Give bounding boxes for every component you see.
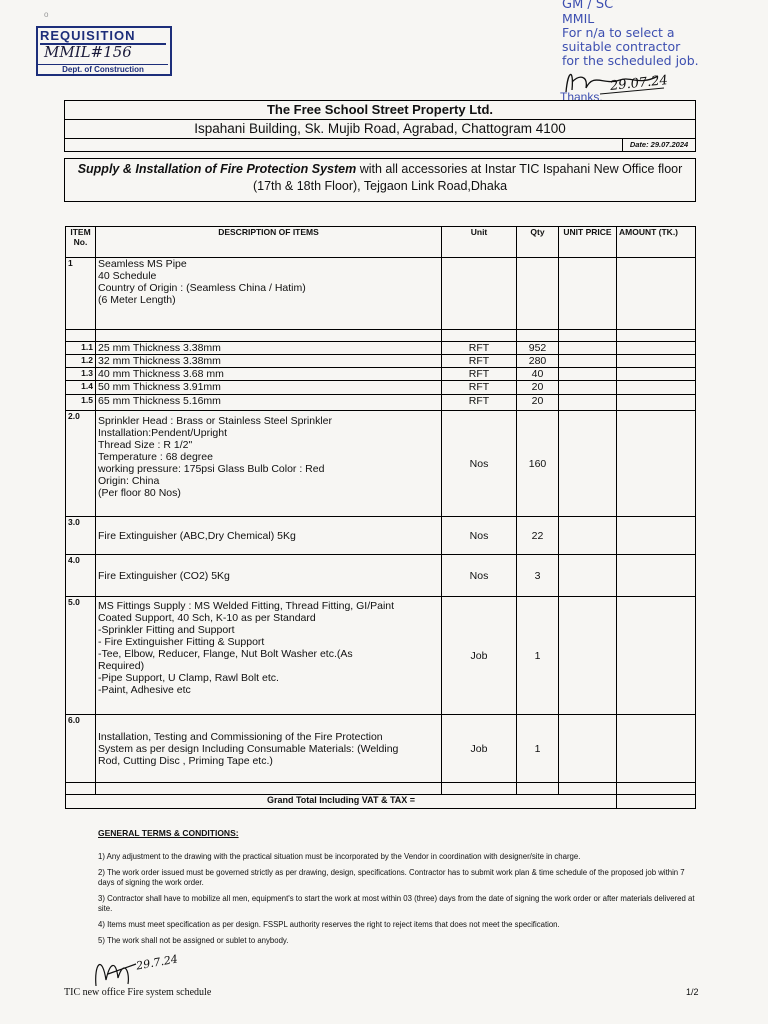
- table-row: [66, 258, 696, 330]
- item-qty: 1: [517, 715, 559, 783]
- item-qty: 40: [517, 368, 559, 381]
- company-header: [64, 100, 696, 152]
- term-item: 3) Contractor shall have to mobilize all men, equipment's to start the work at most within 03 (three) days from the date of signing the work order or after materials delivered at site.: [98, 894, 695, 913]
- item-no: 5.0: [66, 597, 96, 715]
- note-line-4: suitable contractor: [562, 39, 681, 54]
- desc-line: Sprinkler Head : Brass or Stainless Steel Sprinkler: [98, 415, 333, 427]
- desc-line: -Pipe Support, U Clamp, Rawl Bolt etc.: [98, 672, 279, 684]
- table-row: [66, 555, 696, 597]
- page-number: 1/2: [686, 987, 699, 997]
- note-line-1: GM / SC: [562, 0, 614, 12]
- item-description: Fire Extinguisher (ABC,Dry Chemical) 5Kg: [96, 517, 442, 555]
- item-qty: 1: [517, 597, 559, 715]
- item-unit: Job: [442, 597, 517, 715]
- desc-line: working pressure: 175psi Glass Bulb Color : Red: [98, 463, 325, 475]
- item-unit: Nos: [442, 555, 517, 597]
- table-header-row: [66, 227, 696, 258]
- item-no: 4.0: [66, 555, 96, 597]
- item-unit: RFT: [442, 355, 517, 368]
- term-item: 5) The work shall not be assigned or sublet to anybody.: [98, 936, 289, 945]
- item-qty: 20: [517, 381, 559, 395]
- note-line-5: for the scheduled job.: [562, 53, 699, 68]
- desc-line: Temperature : 68 degree: [98, 451, 213, 463]
- stamp-dept: Dept. of Construction: [38, 64, 168, 74]
- item-unit: Nos: [442, 517, 517, 555]
- item-no: 6.0: [66, 715, 96, 783]
- item-description: Fire Extinguisher (CO2) 5Kg: [96, 555, 442, 597]
- item-no: 1: [66, 258, 96, 330]
- item-unit: RFT: [442, 368, 517, 381]
- table-row: [66, 368, 696, 381]
- approval-date: 29.07.24: [609, 73, 669, 94]
- desc-line: System as per design Including Consumable Materials: (Welding: [98, 742, 399, 755]
- item-description: [96, 411, 442, 517]
- terms-section: [98, 828, 698, 952]
- desc-line: (6 Meter Length): [98, 294, 176, 306]
- table-row: [66, 395, 696, 411]
- item-no: 1.4: [66, 381, 96, 395]
- grand-total-amount: [617, 795, 696, 809]
- handwritten-note: [562, 0, 699, 68]
- item-description: [96, 597, 442, 715]
- item-qty: 280: [517, 355, 559, 368]
- table-row: [66, 411, 696, 517]
- item-description: 32 mm Thickness 3.38mm: [96, 355, 442, 368]
- note-thanks: Thanks.: [560, 90, 603, 104]
- requisition-stamp: [36, 26, 172, 76]
- dot-mark: o: [44, 10, 49, 19]
- item-description: 25 mm Thickness 3.38mm: [96, 342, 442, 355]
- term-item: 1) Any adjustment to the drawing with the practical situation must be incorporated by the Vendor in coordination with designer/site in charge.: [98, 852, 581, 861]
- item-qty: 20: [517, 395, 559, 411]
- item-unit: Job: [442, 715, 517, 783]
- requisition-number: MMIL#156: [44, 43, 132, 61]
- item-no: 1.2: [66, 355, 96, 368]
- stamp-title: REQUISITION: [40, 28, 166, 45]
- item-no: 1.3: [66, 368, 96, 381]
- desc-line: -Sprinkler Fitting and Support: [98, 624, 235, 636]
- desc-line: Rod, Cutting Disc , Priming Tape etc.): [98, 754, 273, 767]
- signature: [88, 950, 158, 992]
- spacer-row: [66, 783, 696, 795]
- item-qty: 22: [517, 517, 559, 555]
- term-item: 2) The work order issued must be governed strictly as per drawing, design, specifications. Contractor has to submit work plan & time schedule of the proposed job within 7 days of signing the work order.: [98, 868, 685, 887]
- item-unit: RFT: [442, 381, 517, 395]
- header-qty: Qty: [517, 227, 559, 258]
- desc-line: Installation:Pendent/Upright: [98, 427, 227, 439]
- header-amount: AMOUNT (TK.): [617, 227, 696, 258]
- item-qty: 160: [517, 411, 559, 517]
- document-date: Date: 29.07.2024: [622, 138, 695, 151]
- note-line-2: MMIL: [562, 11, 595, 26]
- desc-line: 40 Schedule: [98, 270, 157, 282]
- header-item: ITEM No.: [66, 227, 96, 258]
- note-line-3: For n/a to select a: [562, 25, 675, 40]
- grand-total-row: [66, 795, 696, 809]
- item-description: [96, 715, 442, 783]
- signature-date: 29.7.24: [135, 952, 179, 973]
- desc-line: Required): [98, 660, 145, 672]
- item-no: 3.0: [66, 517, 96, 555]
- title-emphasis: Supply & Installation of Fire Protection System: [77, 162, 357, 176]
- desc-line: MS Fittings Supply : MS Welded Fitting, Thread Fitting, GI/Paint: [98, 600, 395, 612]
- document-title: [64, 158, 696, 202]
- footer-doc-name: TIC new office Fire system schedule: [64, 987, 212, 998]
- item-description: [96, 258, 442, 330]
- desc-line: -Paint, Adhesive etc: [98, 684, 191, 696]
- item-description: 50 mm Thickness 3.91mm: [96, 381, 442, 395]
- desc-line: - Fire Extinguisher Fitting & Support: [98, 636, 265, 648]
- item-no: 1.1: [66, 342, 96, 355]
- desc-line: Installation, Testing and Commissioning of the Fire Protection: [98, 730, 383, 743]
- terms-heading: GENERAL TERMS & CONDITIONS:: [98, 828, 239, 838]
- company-address: Ispahani Building, Sk. Mujib Road, Agrabad, Chattogram 4100: [65, 120, 695, 139]
- title-rest: with all accessories at Instar TIC Ispahani New Office floor (17th & 18th Floor), Tejgaon Link Road,Dhaka: [252, 162, 683, 193]
- desc-line: Thread Size : R 1/2": [98, 439, 193, 451]
- table-row: [66, 715, 696, 783]
- grand-total-label: Grand Total Including VAT & TAX =: [66, 795, 617, 809]
- item-description: 65 mm Thickness 5.16mm: [96, 395, 442, 411]
- desc-line: Country of Origin : (Seamless China / Hatim): [98, 282, 306, 294]
- company-name: The Free School Street Property Ltd.: [65, 101, 695, 120]
- item-unit: RFT: [442, 342, 517, 355]
- item-no: 1.5: [66, 395, 96, 411]
- table-row: [66, 355, 696, 368]
- term-item: 4) Items must meet specification as per design. FSSPL authority reserves the right to reject items that does not meet the specification.: [98, 920, 560, 929]
- item-qty: 952: [517, 342, 559, 355]
- desc-line: -Tee, Elbow, Reducer, Flange, Nut Bolt Washer etc.(As: [98, 648, 353, 660]
- desc-line: Coated Support, 40 Sch, K-10 as per Standard: [98, 612, 316, 624]
- header-unit: Unit: [442, 227, 517, 258]
- item-qty: 3: [517, 555, 559, 597]
- table-row: [66, 381, 696, 395]
- desc-line: (Per floor 80 Nos): [98, 487, 181, 499]
- desc-line: Seamless MS Pipe: [98, 258, 187, 270]
- item-description: 40 mm Thickness 3.68 mm: [96, 368, 442, 381]
- table-row: [66, 517, 696, 555]
- header-description: DESCRIPTION OF ITEMS: [96, 227, 442, 258]
- item-unit: Nos: [442, 411, 517, 517]
- desc-line: Origin: China: [98, 475, 160, 487]
- spacer-row: [66, 330, 696, 342]
- item-no: 2.0: [66, 411, 96, 517]
- items-table: [65, 226, 696, 809]
- table-row: [66, 597, 696, 715]
- header-unit-price: UNIT PRICE: [559, 227, 617, 258]
- item-unit: RFT: [442, 395, 517, 411]
- table-row: [66, 342, 696, 355]
